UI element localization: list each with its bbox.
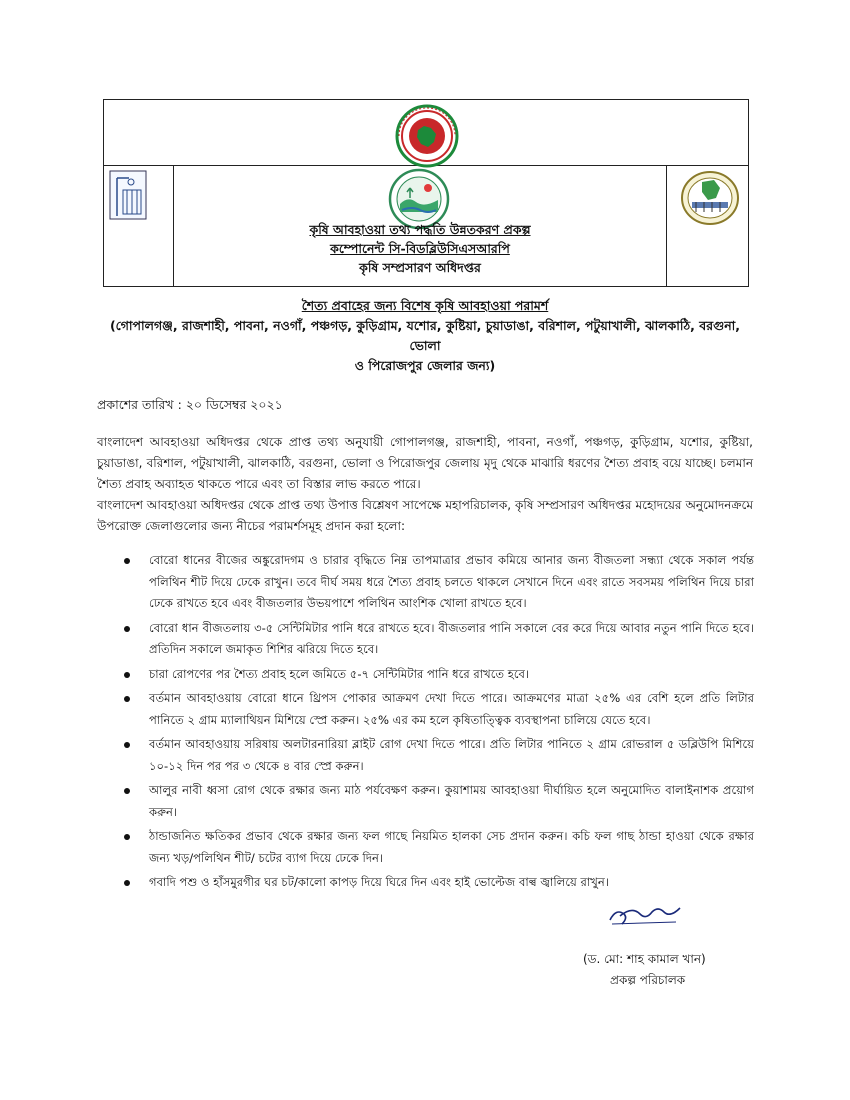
publish-date: প্রকাশের তারিখ : ২০ ডিসেম্বর ২০২১: [97, 397, 283, 412]
advice-item: [122, 780, 754, 823]
advice-text: বর্তমান আবহাওয়ায় সরিষায় অলটারনারিয়া ব্লাইট রোগ দেখা দিতে পারে। প্রতি লিটার পানিতে ২ গ্রাম রোভরাল ৫ ডব্লিউপি মিশিয়ে ১০-১২ দিন পর পর ৩ থেকে ৪ বার স্প্রে করুন।: [149, 737, 754, 773]
letterhead-box: [103, 99, 749, 287]
advice-text: ঠান্ডাজনিত ক্ষতিকর প্রভাব থেকে রক্ষার জন্য ফল গাছে নিয়মিত হালকা সেচ প্রদান করুন। কচি ফল গাছ ঠান্ডা হাওয়া থেকে রক্ষার জন্য খড়/পলিথিন শীট/ চটের ব্যাগ দিয়ে ঢেকে দিন।: [149, 829, 754, 865]
bullet-icon: [124, 834, 130, 840]
advice-item: [122, 664, 754, 686]
intro-paragraph-1: বাংলাদেশ আবহাওয়া অধিদপ্তর থেকে প্রাপ্ত তথ্য অনুযায়ী গোপালগঞ্জ, রাজশাহী, পাবনা, নওগাঁ, পঞ্চগড়, কুড়িগ্রাম, যশোর, কুষ্টিয়া, চুয়াডাঙা, বরিশাল, পটুয়াখালী, ঝালকাঠি, বরগুনা, ভোলা ও পিরোজপুর জেলায় মৃদু থেকে মাঝারি ধরণের শৈত্য প্রবাহ বয়ে যাচ্ছে। চলমান শৈত্য প্রবাহ অব্যাহত থাকতে পারে এবং তা বিস্তার লাভ করতে পারে।: [97, 435, 753, 491]
bullet-icon: [124, 672, 130, 678]
project-name: কৃষি আবহাওয়া তথ্য পদ্ধতি উন্নতকরণ প্রকল্প: [309, 222, 531, 237]
letterhead-text: [174, 220, 666, 277]
bullet-icon: [124, 626, 130, 632]
intro-paragraph-2: বাংলাদেশ আবহাওয়া অধিদপ্তর থেকে প্রাপ্ত তথ্য উপাত্ত বিশ্লেষণ সাপেক্ষে মহাপরিচালক, কৃষি সম্প্রসারণ অধিদপ্তর মহোদয়ের অনুমোদনক্রমে উপরোক্ত জেলাগুলোর জন্য নীচের পরামর্শসমূহ প্রদান করা হলো:: [97, 498, 753, 533]
signatory-designation: প্রকল্প পরিচালক: [610, 973, 686, 987]
advisory-title-block: [95, 296, 755, 376]
advice-item: [122, 734, 754, 777]
district-list-line2: ও পিরোজপুর জেলার জন্য): [354, 358, 496, 373]
government-seal-logo: [390, 104, 464, 168]
advice-text: বর্তমান আবহাওয়ায় বোরো ধানে থ্রিপস পোকার আক্রমণ দেখা দিতে পারে। আক্রমণের মাত্রা ২৫% এর বেশি হলে প্রতি লিটার পানিতে ২ গ্রাম ম্যালাথিয়ন মিশিয়ে স্প্রে করুন। ২৫% এর কম হলে কৃষিতাত্ত্বিক ব্যবস্থাপনা চালিয়ে যেতে হবে।: [149, 691, 754, 727]
advice-text: আলুর নাবী ধ্বসা রোগ থেকে রক্ষার জন্য মাঠ পর্যবেক্ষণ করুন। কুয়াশাময় আবহাওয়া দীর্ঘায়িত হলে অনুমোদিত বালাইনাশক প্রয়োগ করুন।: [149, 783, 754, 819]
advice-text: বোরো ধানের বীজের অঙ্কুরোদগম ও চারার বৃদ্ধিতে নিম্ন তাপমাত্রার প্রভাব কমিয়ে আনার জন্য বীজতলা সন্ধ্যা থেকে সকাল পর্যন্ত পলিথিন শীট দিয়ে ঢেকে রাখুন। তবে দীর্ঘ সময় ধরে শৈত্য প্রবাহ চলতে থাকলে সেখানে দিনে এবং রাতে সবসময় পলিথিন দিয়ে চারা ঢেকে রাখতে হবে এবং বীজতলার উভয়পাশে পলিথিন আংশিক খোলা রাখতে হবে।: [149, 553, 754, 610]
advice-item: [122, 826, 754, 869]
bullet-icon: [124, 696, 130, 702]
signatory-name: (ড. মো: শাহ কামাল খান): [583, 952, 706, 966]
weather-station-logo: [109, 170, 147, 220]
advice-item: [122, 872, 754, 894]
advice-list: [122, 550, 754, 897]
advice-text: গবাদি পশু ও হাঁসমুরগীর ঘর চট/কালো কাপড় দিয়ে ঘিরে দিন এবং হাই ভোল্টেজ বাল্ব জ্বালিয়ে রাখুন।: [149, 875, 609, 889]
district-list-line1: (গোপালগঞ্জ, রাজশাহী, পাবনা, নওগাঁ, পঞ্চগড়, কুড়িগ্রাম, যশোর, কুষ্টিয়া, চুয়াডাঙা, বরিশাল, পটুয়াখালী, ঝালকাঠি, বরগুনা, ভোলা: [109, 318, 741, 353]
bullet-icon: [124, 788, 130, 794]
advice-text: বোরো ধান বীজতলায় ৩-৫ সেন্টিমিটার পানি ধরে রাখতে হবে। বীজতলার পানি সকালে বের করে দিয়ে আবার নতুন পানি দিতে হবে। প্রতিদিন সকালে জমাকৃত শিশির ঝরিয়ে দিতে হবে।: [149, 620, 754, 656]
advice-item: [122, 618, 754, 661]
bullet-icon: [124, 742, 130, 748]
advice-text: চারা রোপণের পর শৈত্য প্রবাহ হলে জমিতে ৫-৭ সেন্টিমিটার পানি ধরে রাখতে হবে।: [149, 666, 530, 681]
advisory-title: শৈত্য প্রবাহের জন্য বিশেষ কৃষি আবহাওয়া পরামর্শ: [301, 298, 549, 313]
department-name: কৃষি সম্প্রসারণ অধিদপ্তর: [359, 260, 481, 275]
advice-item: [122, 550, 754, 615]
bullet-icon: [124, 558, 130, 564]
advice-item: [122, 688, 754, 731]
component-name: কম্পোনেন্ট সি-বিডব্লিউসিএসআরপি: [330, 241, 510, 256]
handwritten-signature: [606, 898, 686, 932]
bullet-icon: [124, 880, 130, 886]
dae-logo: [680, 170, 740, 226]
letterhead-right-divider: [666, 165, 667, 287]
